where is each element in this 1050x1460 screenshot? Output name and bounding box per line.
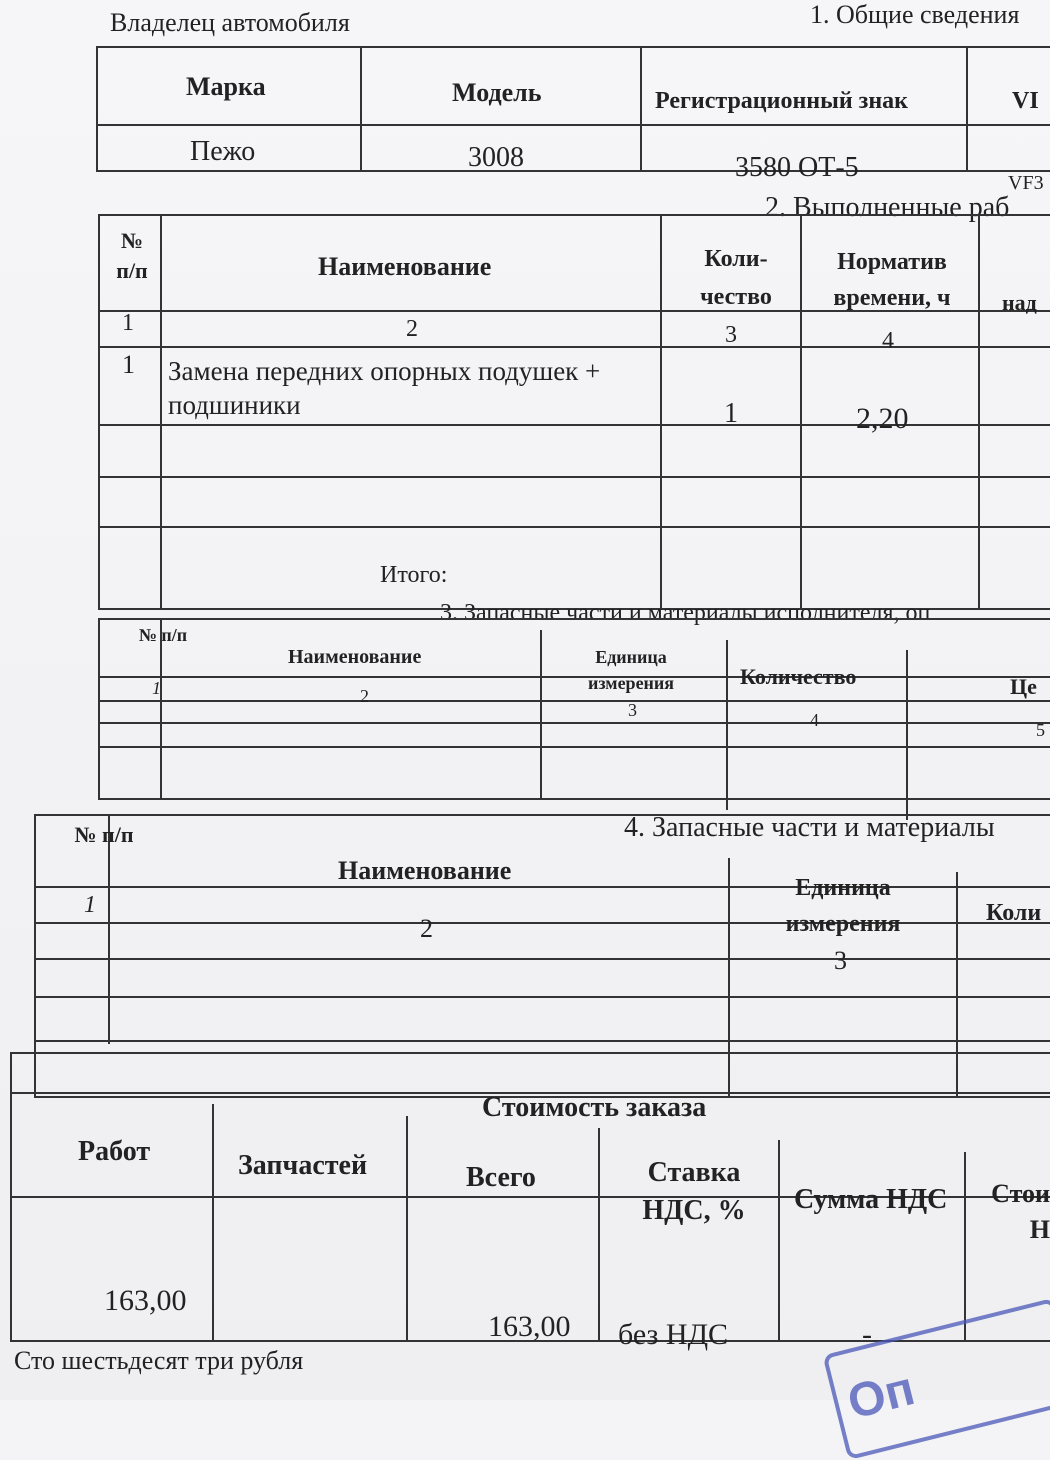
cost-header-total: Всего <box>466 1162 536 1193</box>
section4-heading: 4. Запасные части и материалы <box>624 812 995 843</box>
s2-row-norm: 2,20 <box>856 402 909 435</box>
cost-amount-in-words: Сто шестьдесят три рубля <box>14 1346 304 1375</box>
value-model: 3008 <box>468 142 524 173</box>
owner-label: Владелец автомобиля <box>110 8 350 37</box>
s3-colnum-1: 1 <box>152 678 161 698</box>
s2-total-label: Итого: <box>380 562 448 588</box>
s2-row-num: 1 <box>122 350 135 379</box>
cost-vat-rate-value: без НДС <box>618 1318 729 1351</box>
s3-colnum-2: 2 <box>360 686 369 706</box>
s2-colnum-2: 2 <box>406 316 418 342</box>
cost-header-cost-with-vat: Стои Н <box>991 1179 1050 1244</box>
s2-colnum-3: 3 <box>725 322 737 348</box>
s3-header-price: Це <box>1010 674 1037 699</box>
s2-row-name-line2: подшиники <box>168 390 301 420</box>
stamp-text: Оп <box>842 1362 920 1430</box>
s2-row-name-line1: Замена передних опорных подушек + <box>168 356 601 386</box>
cost-total-value: 163,00 <box>488 1310 571 1343</box>
s3-header-qty: Количество <box>740 664 857 689</box>
cost-header-parts: Запчастей <box>238 1150 368 1181</box>
value-vin: VF3 <box>1008 172 1044 194</box>
s2-colnum-4: 4 <box>882 328 894 354</box>
s4-header-qty: Коли <box>986 900 1042 926</box>
cost-vat-sum-value: - <box>862 1318 872 1351</box>
section1-heading: 1. Общие сведения <box>810 0 1020 29</box>
s2-header-extra: над <box>1002 290 1037 315</box>
section2-heading: 2. Выполненные раб <box>765 192 1010 223</box>
s4-colnum-3: 3 <box>834 946 847 975</box>
s3-header-unit: Единица измерения <box>587 647 675 693</box>
s2-colnum-1: 1 <box>122 310 134 336</box>
s2-header-num: № п/п <box>116 228 148 283</box>
cost-title: Стоимость заказа <box>482 1092 707 1123</box>
s2-header-norm: Норматив времени, ч <box>833 249 951 311</box>
s4-header-unit: Единица измерения <box>785 875 901 937</box>
s2-header-qty: Коли- чество <box>700 246 772 310</box>
s3-colnum-4: 4 <box>810 710 819 730</box>
header-model: Модель <box>452 78 542 107</box>
s4-header-num: № п/п <box>74 822 134 847</box>
s3-header-num: № п/п <box>138 625 188 645</box>
header-brand: Марка <box>186 72 266 101</box>
value-reg-plate: 3580 ОТ-5 <box>735 152 859 183</box>
s2-header-name: Наименование <box>318 252 492 281</box>
s4-header-name: Наименование <box>338 856 512 885</box>
s3-colnum-5: 5 <box>1036 720 1045 740</box>
header-vin: VI <box>1012 88 1039 114</box>
s4-colnum-2: 2 <box>420 914 433 943</box>
value-brand: Пежо <box>190 136 256 167</box>
cost-header-vat-sum: Сумма НДС <box>794 1184 948 1215</box>
cost-header-vat-rate: Ставка НДС, % <box>642 1157 746 1226</box>
s3-colnum-3: 3 <box>628 700 637 720</box>
s3-header-name: Наименование <box>288 646 422 668</box>
cost-header-works: Работ <box>78 1136 151 1167</box>
s2-row-qty: 1 <box>724 398 738 429</box>
section3-heading: 3. Запасные части и материалы исполнителя, оп <box>440 600 931 626</box>
cost-works-value: 163,00 <box>104 1284 187 1317</box>
header-reg-plate: Регистрационный знак <box>655 88 908 114</box>
s4-colnum-1: 1 <box>84 892 96 918</box>
